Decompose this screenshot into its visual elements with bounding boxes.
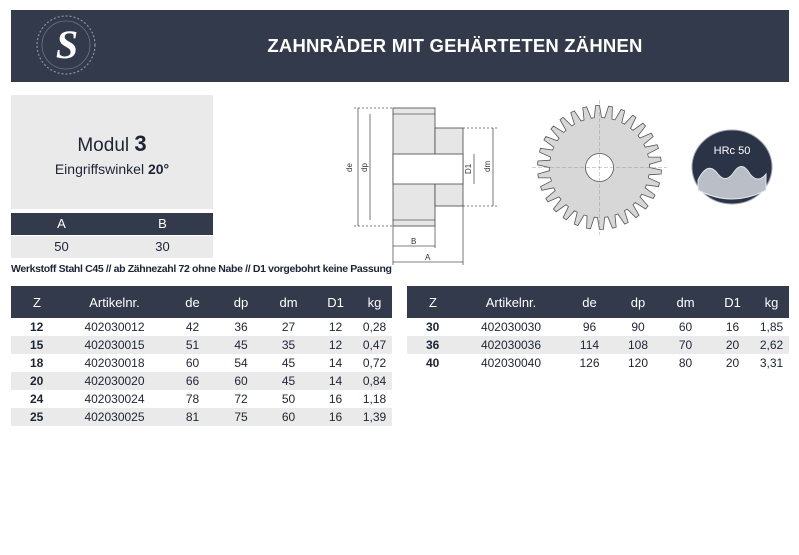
column-header: dm <box>660 286 711 318</box>
logo-letter: S <box>55 22 79 67</box>
cell-kg: 1,39 <box>357 408 392 426</box>
hardness-text: HRc 50 <box>713 145 751 157</box>
table-row <box>11 408 392 426</box>
column-header: dp <box>219 286 263 318</box>
page-title: ZAHNRÄDER MIT GEHÄRTETEN ZÄHNEN <box>267 35 643 56</box>
cell-de: 51 <box>166 336 219 354</box>
cell-de: 114 <box>563 336 616 354</box>
cell-z: 25 <box>11 408 63 426</box>
column-header: kg <box>754 286 789 318</box>
table-row <box>11 318 392 336</box>
column-header: de <box>166 286 219 318</box>
cell-art: 402030024 <box>63 390 166 408</box>
cell-dm: 60 <box>660 318 711 336</box>
ab-value-b: 30 <box>155 239 170 254</box>
cell-d1: 16 <box>314 408 357 426</box>
cell-d1: 20 <box>711 336 754 354</box>
cell-d1: 16 <box>314 390 357 408</box>
cell-dm: 80 <box>660 354 711 372</box>
ab-header <box>11 213 213 235</box>
cell-art: 402030040 <box>459 354 563 372</box>
cell-dp: 120 <box>616 354 660 372</box>
cell-dm: 45 <box>263 372 314 390</box>
cell-dp: 90 <box>616 318 660 336</box>
cell-dm: 60 <box>263 408 314 426</box>
cell-de: 96 <box>563 318 616 336</box>
cell-kg: 0,72 <box>357 354 392 372</box>
cell-d1: 16 <box>711 318 754 336</box>
cell-dp: 72 <box>219 390 263 408</box>
cell-de: 78 <box>166 390 219 408</box>
ab-values <box>11 236 213 258</box>
cell-kg: 1,85 <box>754 318 789 336</box>
ab-value-a: 50 <box>54 239 69 254</box>
cell-de: 42 <box>166 318 219 336</box>
label-dp: dp <box>360 163 369 172</box>
cell-z: 20 <box>11 372 63 390</box>
cell-dp: 60 <box>219 372 263 390</box>
cell-art: 402030018 <box>63 354 166 372</box>
cell-dm: 50 <box>263 390 314 408</box>
ab-header-b: B <box>158 216 167 231</box>
cell-d1: 20 <box>711 354 754 372</box>
cell-z: 30 <box>407 318 459 336</box>
cell-de: 60 <box>166 354 219 372</box>
column-header: Artikelnr. <box>459 286 563 318</box>
column-header: D1 <box>711 286 754 318</box>
cell-kg: 2,62 <box>754 336 789 354</box>
cell-art: 402030015 <box>63 336 166 354</box>
cell-art: 402030012 <box>63 318 166 336</box>
table-row <box>11 354 392 372</box>
table-header-row <box>407 286 789 318</box>
column-header: Z <box>11 286 63 318</box>
hardness-badge-icon <box>690 128 774 206</box>
cell-z: 24 <box>11 390 63 408</box>
pressure-angle-label: Eingriffswinkel <box>54 161 145 177</box>
cell-dm: 27 <box>263 318 314 336</box>
cell-dm: 35 <box>263 336 314 354</box>
spur-gear-icon <box>532 100 667 235</box>
column-header: D1 <box>314 286 357 318</box>
cell-art: 402030020 <box>63 372 166 390</box>
cell-kg: 3,31 <box>754 354 789 372</box>
label-a: A <box>425 253 431 262</box>
cell-kg: 1,18 <box>357 390 392 408</box>
cell-dp: 54 <box>219 354 263 372</box>
cell-kg: 0,28 <box>357 318 392 336</box>
label-b: B <box>411 237 417 246</box>
column-header: Artikelnr. <box>63 286 166 318</box>
column-header: Z <box>407 286 459 318</box>
table-row <box>11 390 392 408</box>
label-de: de <box>345 163 354 172</box>
module-label: Modul <box>77 135 130 156</box>
cell-dp: 45 <box>219 336 263 354</box>
cell-dp: 36 <box>219 318 263 336</box>
cell-kg: 0,84 <box>357 372 392 390</box>
cell-z: 12 <box>11 318 63 336</box>
cell-kg: 0,47 <box>357 336 392 354</box>
module-value: 3 <box>134 131 147 156</box>
cell-dm: 45 <box>263 354 314 372</box>
cell-z: 18 <box>11 354 63 372</box>
cell-art: 402030036 <box>459 336 563 354</box>
ab-header-a: A <box>57 216 66 231</box>
cell-de: 66 <box>166 372 219 390</box>
gear-table-left <box>11 286 392 426</box>
table-row <box>407 318 789 336</box>
cell-z: 40 <box>407 354 459 372</box>
gear-cross-section-drawing <box>340 100 505 270</box>
cell-dm: 70 <box>660 336 711 354</box>
pressure-angle-value: 20° <box>147 161 170 177</box>
brand-logo-icon <box>34 13 98 77</box>
cell-dp: 75 <box>219 408 263 426</box>
module-line <box>11 131 213 157</box>
cell-z: 36 <box>407 336 459 354</box>
cell-de: 81 <box>166 408 219 426</box>
cell-d1: 14 <box>314 372 357 390</box>
cell-de: 126 <box>563 354 616 372</box>
table-row <box>11 336 392 354</box>
module-panel <box>11 95 213 209</box>
material-note: Werkstoff Stahl C45 // ab Zähnezahl 72 ohne Nabe // D1 vorgebohrt keine Passung <box>11 263 392 275</box>
gear-table-right <box>407 286 789 372</box>
column-header: de <box>563 286 616 318</box>
cell-z: 15 <box>11 336 63 354</box>
column-header: kg <box>357 286 392 318</box>
pressure-angle-line <box>11 161 213 177</box>
cell-d1: 12 <box>314 318 357 336</box>
column-header: dm <box>263 286 314 318</box>
cell-dp: 108 <box>616 336 660 354</box>
table-row <box>11 372 392 390</box>
table-row <box>407 336 789 354</box>
table-row <box>407 354 789 372</box>
header-bar <box>11 10 789 82</box>
cell-d1: 14 <box>314 354 357 372</box>
cell-art: 402030030 <box>459 318 563 336</box>
table-header-row <box>11 286 392 318</box>
cell-art: 402030025 <box>63 408 166 426</box>
label-d1: D1 <box>464 163 473 174</box>
column-header: dp <box>616 286 660 318</box>
label-dm: dm <box>483 160 492 172</box>
cell-d1: 12 <box>314 336 357 354</box>
